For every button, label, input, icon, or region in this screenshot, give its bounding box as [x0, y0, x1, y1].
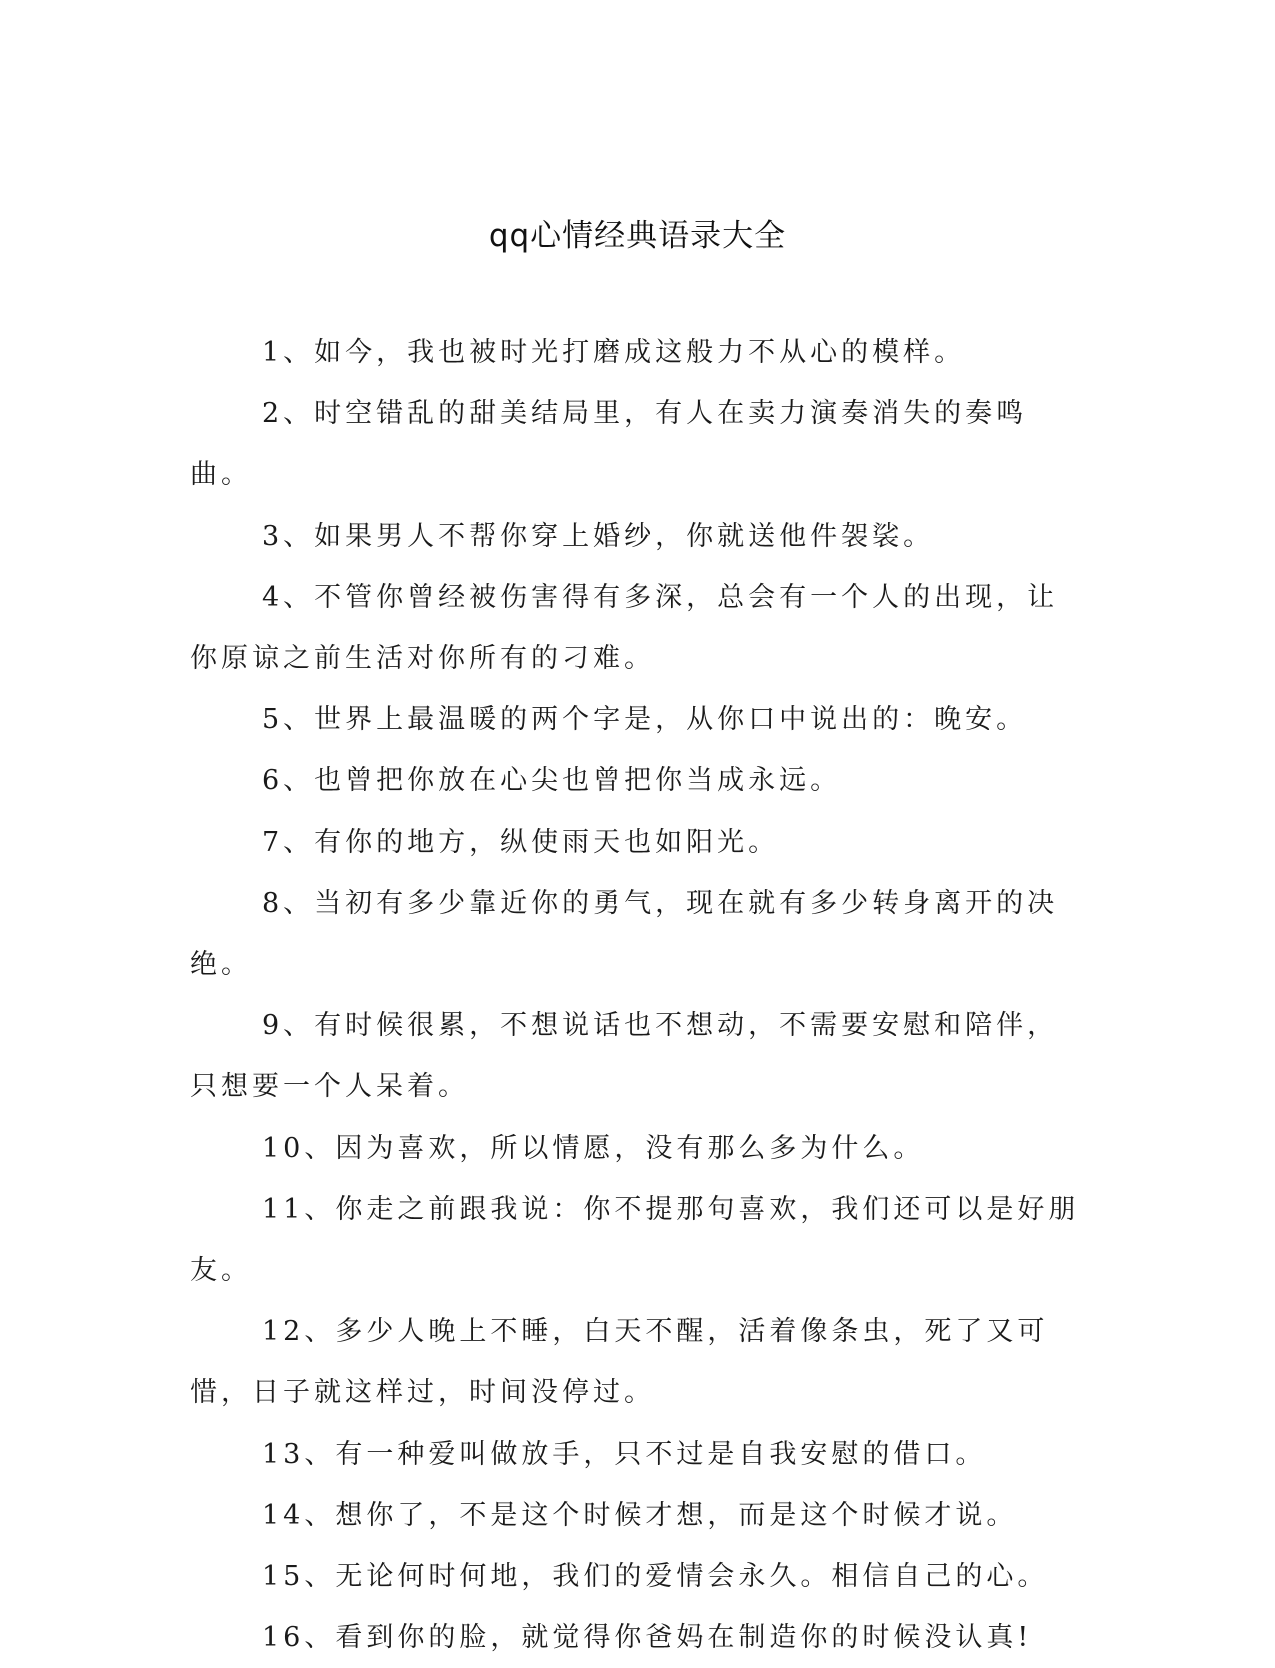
quote-paragraph: 1、如今，我也被时光打磨成这般力不从心的模样。	[262, 337, 966, 368]
quote-paragraph: 8、当初有多少靠近你的勇气，现在就有多少转身离开的决绝。	[190, 887, 1059, 981]
quote-paragraph: 2、时空错乱的甜美结局里，有人在卖力演奏消失的奏鸣曲。	[190, 398, 1028, 491]
quote-paragraph: 9、有时候很累，不想说话也不想动，不需要安慰和陪伴，只想要一个人呆着。	[190, 1010, 1059, 1103]
quote-paragraph: 10、因为喜欢，所以情愿，没有那么多为什么。	[262, 1132, 925, 1164]
quote-paragraph: 14、想你了，不是这个时候才想，而是这个时候才说。	[262, 1499, 1018, 1531]
quote-paragraph: 11、你走之前跟我说：你不提那句喜欢，我们还可以是好朋友。	[190, 1193, 1080, 1287]
quote-paragraph: 3、如果男人不帮你穿上婚纱，你就送他件袈裟。	[262, 520, 935, 552]
quote-paragraph: 5、世界上最温暖的两个字是，从你口中说出的：晚安。	[262, 704, 1028, 736]
quote-paragraph: 13、有一种爱叫做放手，只不过是自我安慰的借口。	[262, 1438, 987, 1470]
quote-paragraph: 16、看到你的脸，就觉得你爸妈在制造你的时候没认真!	[262, 1622, 1033, 1654]
quote-paragraph: 7、有你的地方，纵使雨天也如阳光。	[262, 826, 780, 858]
document-title: qq心情经典语录大全	[488, 218, 787, 254]
quote-paragraph: 12、多少人晚上不睡，白天不醒，活着像条虫，死了又可惜，日子就这样过，时间没停过。	[190, 1316, 1049, 1409]
quote-paragraph: 4、不管你曾经被伤害得有多深，总会有一个人的出现，让你原谅之前生活对你所有的刁难。	[190, 581, 1059, 675]
document-body	[190, 322, 1080, 1668]
quote-paragraph: 6、也曾把你放在心尖也曾把你当成永远。	[262, 765, 842, 797]
quote-paragraph: 15、无论何时何地，我们的爱情会永久。相信自己的心。	[262, 1561, 1049, 1593]
